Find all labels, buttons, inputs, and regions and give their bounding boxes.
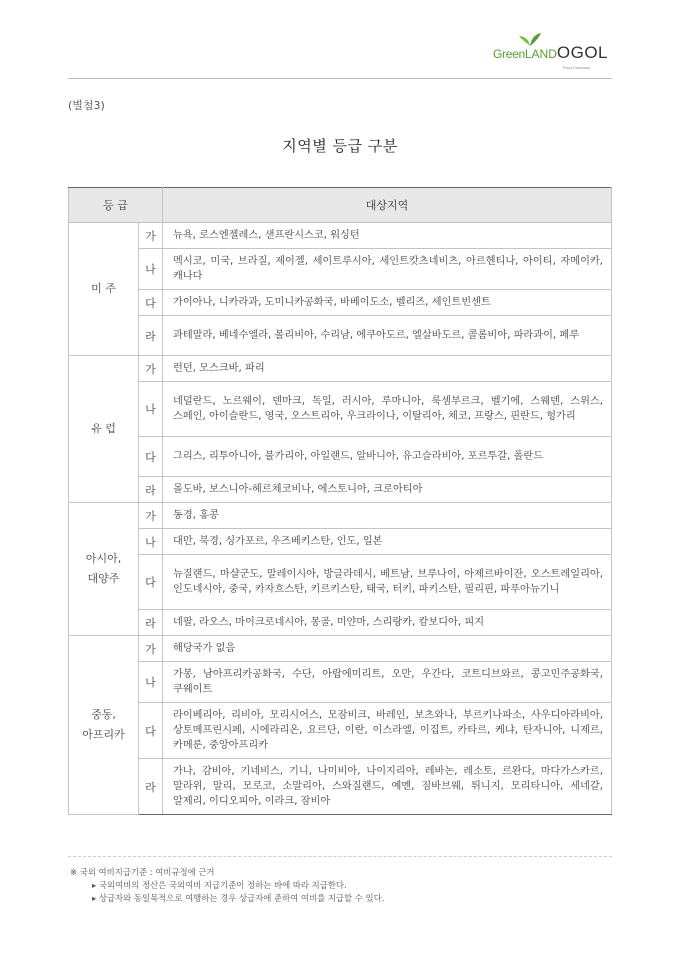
grade-cell: 가: [139, 636, 163, 662]
grade-cell: 다: [139, 703, 163, 759]
grade-cell: 라: [139, 477, 163, 503]
table-row: [69, 555, 612, 610]
table-row: [69, 382, 612, 437]
annex-label: (별첨3): [68, 99, 105, 112]
countries-cell: 몰도바, 보스니아-헤르체코비나, 에스토니아, 크로아티아: [163, 477, 612, 503]
grade-cell: 라: [139, 759, 163, 815]
region-group: [69, 356, 612, 503]
leaf-icon: [519, 32, 541, 46]
countries-cell: 네덜란드, 노르웨이, 덴마크, 독일, 러시아, 루마니아, 룩셈부르크, 벨기에, 스웨덴, 스위스, 스페인, 아이슬란드, 영국, 오스트리아, 우크라이나, 이탈리아, 체코, 프랑스, 핀란드, 헝가리: [163, 382, 612, 437]
table-row: [69, 703, 612, 759]
table-row: [69, 662, 612, 703]
grade-cell: 가: [139, 503, 163, 529]
grade-cell: 가: [139, 223, 163, 249]
region-name: 유 럽: [69, 356, 139, 503]
countries-cell: 동경, 홍콩: [163, 503, 612, 529]
table-row: [69, 290, 612, 316]
grade-cell: 나: [139, 249, 163, 290]
logo-subtitle: Food Company: [562, 65, 590, 70]
grade-cell: 나: [139, 662, 163, 703]
region-group: [69, 223, 612, 356]
table-header-row: [69, 188, 612, 223]
countries-cell: 대만, 북경, 싱가포르, 우즈베키스탄, 인도, 일본: [163, 529, 612, 555]
table-row: [69, 529, 612, 555]
footnote-item: ▸ 상급자와 동일목적으로 여행하는 경우 상급자에 준하여 여비를 지급할 수 있다.: [92, 893, 385, 903]
countries-cell: 네팔, 라오스, 마이크로네시아, 몽골, 미얀마, 스리랑카, 캄보디아, 피지: [163, 610, 612, 636]
countries-cell: 가나, 감비아, 기네비스, 기니, 나미비아, 나이지리아, 레바논, 레소토, 르완다, 마다가스카르, 말라위, 말리, 모로코, 소말리아, 스와질랜드, 예멘, 짐바브웨, 튀니지, 모리타니아, 세네갈, 알제리, 이디오피아, 이라크, 잠비아: [163, 759, 612, 815]
region-name: 미 주: [69, 223, 139, 356]
table-row: [69, 437, 612, 477]
header-divider: [68, 78, 612, 79]
countries-cell: 멕시코, 미국, 브라질, 제이젤, 세이트루시아, 세인트캇츠네비츠, 아르헨티나, 아이티, 자메이카, 캐나다: [163, 249, 612, 290]
countries-cell: 뉴욕, 로스엔젤레스, 샌프란시스코, 워싱턴: [163, 223, 612, 249]
grade-cell: 라: [139, 316, 163, 356]
countries-cell: 가봉, 남아프리카공화국, 수단, 아랍에미리트, 오만, 우간다, 코트디브와르, 콩고민주공화국, 쿠웨이트: [163, 662, 612, 703]
table-row: [69, 249, 612, 290]
region-grade-table: [68, 187, 612, 815]
countries-cell: 뉴질랜드, 마샬군도, 말레이시아, 방글라데시, 베트남, 브루나이, 아제르바이잔, 오스트레일리아, 인도네시아, 중국, 카자흐스탄, 키르키스탄, 태국, 터키, 파키스탄, 필리핀, 파푸아뉴기니: [163, 555, 612, 610]
grade-cell: 다: [139, 555, 163, 610]
countries-cell: 런던, 모스크바, 파리: [163, 356, 612, 382]
countries-cell: 해당국가 없음: [163, 636, 612, 662]
table-row: [69, 316, 612, 356]
grade-cell: 다: [139, 290, 163, 316]
logo-land-text: LAND: [524, 47, 557, 61]
footnote-item: ▸ 국외여비의 정산은 국외여비 지급기준이 정하는 바에 따라 지급한다.: [92, 880, 347, 890]
grade-cell: 가: [139, 356, 163, 382]
page-title: 지역별 등급 구분: [282, 137, 398, 155]
countries-cell: 라이베리아, 리비아, 모리시어스, 모잠비크, 바레인, 보츠와나, 부르키나파소, 사우디아라비아, 상토메프린시페, 시에라리온, 요르단, 이란, 이스라엘, 이집트, 카타르, 케냐, 탄자니아, 니제르, 카메룬, 중앙아프리카: [163, 703, 612, 759]
table-row: [69, 223, 612, 249]
header-region: 대상지역: [163, 188, 612, 223]
table-row: [69, 636, 612, 662]
header-grade: 등 급: [69, 188, 163, 223]
logo-green-text: Green: [493, 47, 525, 61]
logo-ogol-text: OGOL: [556, 43, 608, 62]
grade-cell: 다: [139, 437, 163, 477]
region-group: [69, 636, 612, 815]
region-group: [69, 503, 612, 636]
region-name: 아시아, 대양주: [69, 503, 139, 636]
table-row: [69, 503, 612, 529]
countries-cell: 과테말라, 베네수엘라, 볼리비아, 수리남, 에쿠아도르, 엘살바도르, 콜롬비아, 파라과이, 페루: [163, 316, 612, 356]
grade-cell: 라: [139, 610, 163, 636]
footnotes: [70, 866, 384, 905]
region-name: 중동, 아프리카: [69, 636, 139, 815]
table-row: [69, 759, 612, 815]
table-row: [69, 610, 612, 636]
countries-cell: 가이아나, 니카라과, 도미니카공화국, 바베이도소, 벨리즈, 세인트빈센트: [163, 290, 612, 316]
countries-cell: 그리스, 리투아니아, 불가리아, 아일랜드, 알바니아, 유고슬라비아, 포르투갈, 폴란드: [163, 437, 612, 477]
company-logo: [493, 43, 608, 70]
grade-cell: 나: [139, 529, 163, 555]
table-row: [69, 356, 612, 382]
table-row: [69, 477, 612, 503]
footnote-main: ※ 국외 여비지급기준 : 여비규정에 근거: [70, 867, 215, 877]
footer-divider: [68, 856, 612, 857]
grade-cell: 나: [139, 382, 163, 437]
